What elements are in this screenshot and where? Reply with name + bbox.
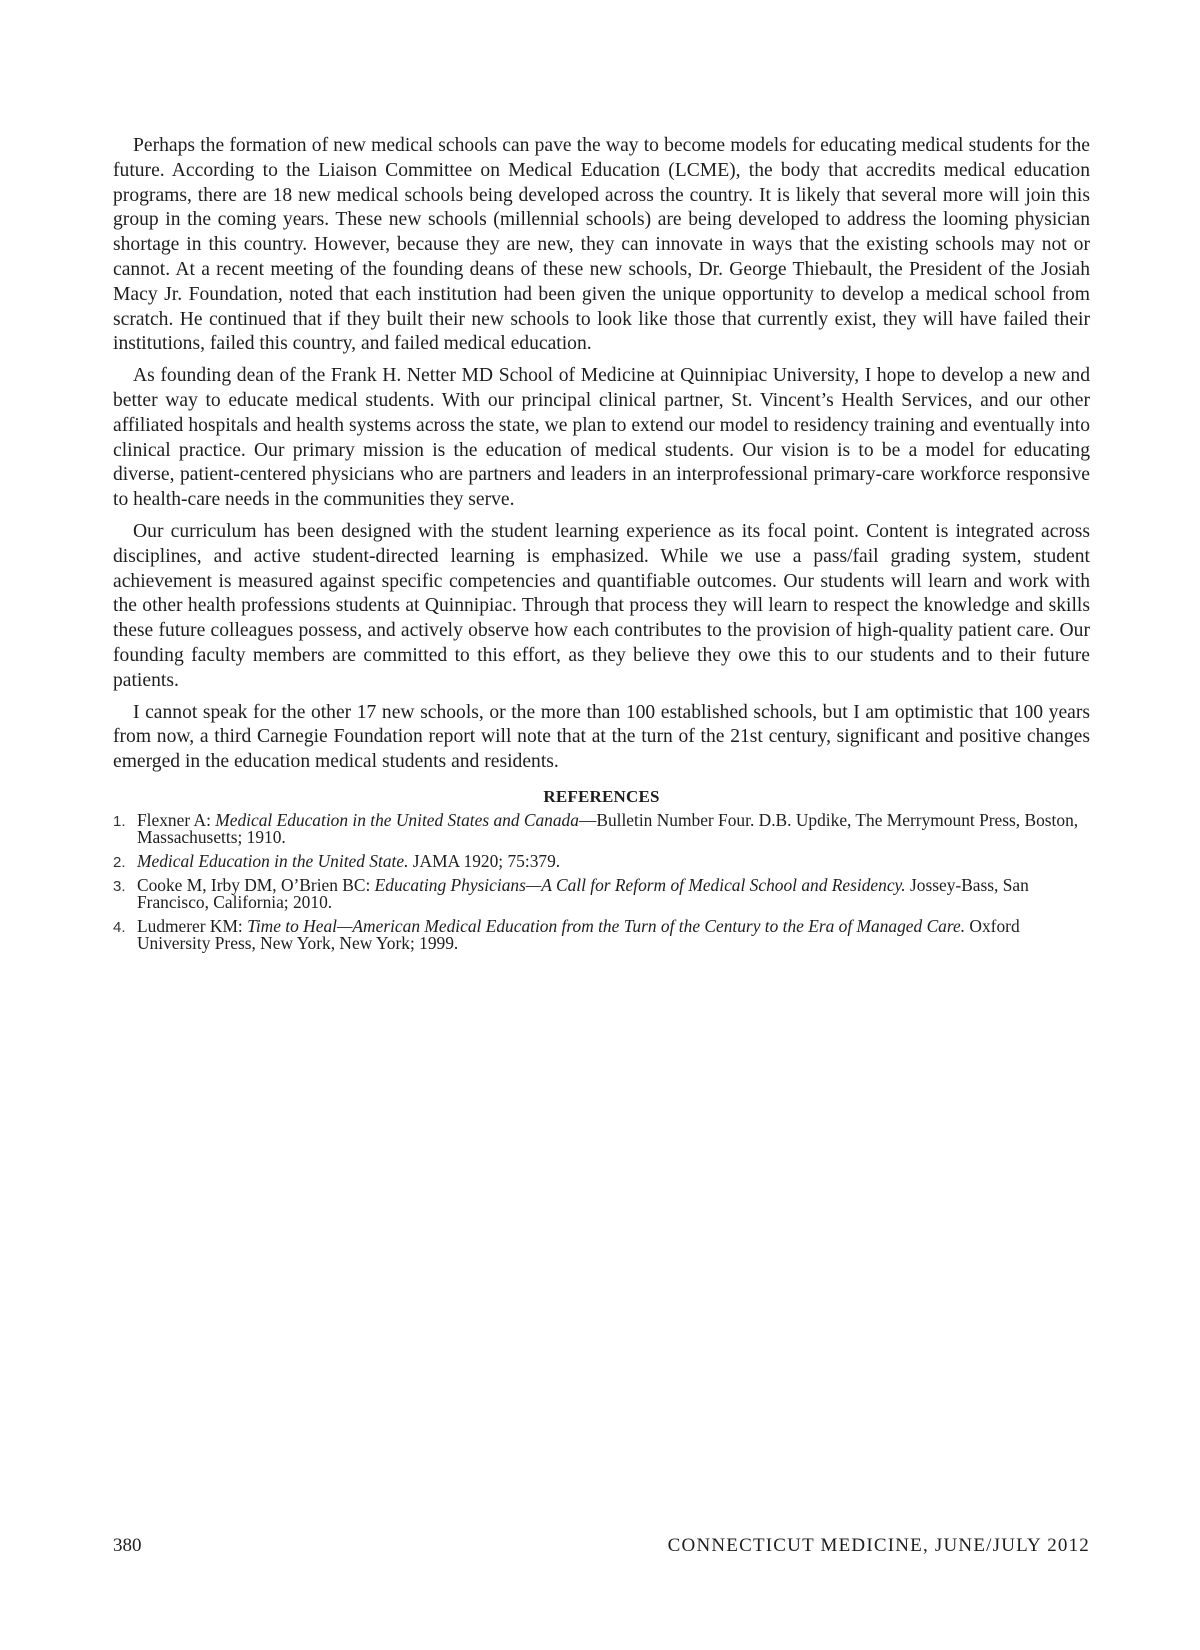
body-paragraph-4: I cannot speak for the other 17 new schools, or the more than 100 established schools, but I am optimistic that 100 years from now, a third Carnegie Foundation report will note that at the turn of the 21st century, significant and positive changes emerged in the education medical students and residents. [113, 701, 1090, 773]
reference-item-4 [113, 915, 1090, 953]
reference-details: —Bulletin Number Four. D.B. Updike, The Merrymount Press, Boston, Massachusetts; 1910. [137, 809, 1079, 847]
reference-number: 1. [113, 812, 126, 830]
references-list [113, 809, 1090, 953]
reference-item-1 [113, 809, 1090, 847]
reference-authors: Cooke M, Irby DM, O’Brien BC: [137, 874, 375, 895]
reference-title: Medical Education in the United States and Canada [215, 809, 579, 830]
reference-authors: Ludmerer KM: [137, 915, 248, 936]
reference-title: Educating Physicians—A Call for Reform of Medical School and Residency. [374, 874, 906, 895]
reference-title: Time to Heal—American Medical Education from the Turn of the Century to the Era of Managed Care. [247, 915, 966, 936]
reference-details: Oxford University Press, New York, New York; 1999. [137, 915, 1020, 953]
reference-number: 4. [113, 918, 126, 936]
body-paragraph-2: As founding dean of the Frank H. Netter MD School of Medicine at Quinnipiac University, I hope to develop a new and better way to educate medical students. With our principal clinical partner, St. Vincent’s Health Services, and our other affiliated hospitals and health systems across the state, we plan to extend our model to residency training and eventually into clinical practice. Our primary mission is the education of medical students. Our vision is to be a model for educating diverse, patient-centered physicians who are partners and leaders in an interprofessional primary-care workforce responsive to health-care needs in the communities they serve. [113, 365, 1090, 511]
reference-authors: Flexner A: [137, 809, 216, 830]
reference-details: Jossey-Bass, San Francisco, California; 2010. [137, 874, 1029, 912]
reference-details: JAMA 1920; 75:379. [408, 850, 561, 871]
page-footer [113, 1535, 1090, 1561]
reference-item-3 [113, 874, 1090, 912]
reference-item-2 [113, 850, 1090, 871]
reference-number: 3. [113, 877, 126, 895]
page-number: 380 [113, 1535, 142, 1556]
article-body [113, 134, 1090, 959]
journal-issue-line: CONNECTICUT MEDICINE, JUNE/JULY 2012 [667, 1535, 1090, 1556]
references-heading: REFERENCES [543, 786, 660, 806]
body-paragraph-3: Our curriculum has been designed with the student learning experience as its focal point. Content is integrated across disciplines, and active student-directed learning is emphasized. While we use a pass/fail grading system, student achievement is measured against specific competencies and quantifiable outcomes. Our students will learn and work with the other health professions students at Quinnipiac. Through that process they will learn to respect the knowledge and skills these future colleagues possess, and actively observe how each contributes to the provision of high-quality patient care. Our founding faculty members are committed to this effort, as they believe they owe this to our students and to their future patients. [113, 520, 1090, 691]
body-paragraph-1: Perhaps the formation of new medical schools can pave the way to become models for educating medical students for the future. According to the Liaison Committee on Medical Education (LCME), the body that accredits medical education programs, there are 18 new medical schools being developed across the country. It is likely that several more will join this group in the coming years. These new schools (millennial schools) are being developed to address the looming physician shortage in this country. However, because they are new, they can innovate in ways that the existing schools may not or cannot. At a recent meeting of the founding deans of these new schools, Dr. George Thiebault, the President of the Josiah Macy Jr. Foundation, noted that each institution had been given the unique opportunity to develop a medical school from scratch. He continued that if they built their new schools to look like those that currently exist, they will have failed their institutions, failed this country, and failed medical education. [113, 135, 1090, 355]
reference-title: Medical Education in the United State. [137, 850, 409, 871]
reference-number: 2. [113, 853, 126, 871]
